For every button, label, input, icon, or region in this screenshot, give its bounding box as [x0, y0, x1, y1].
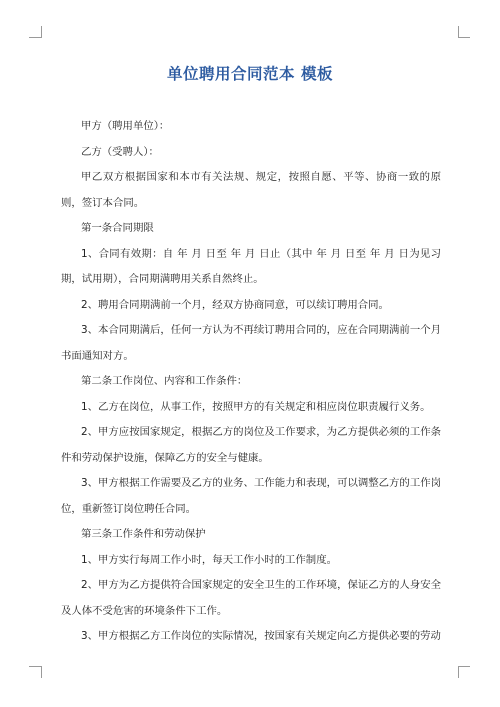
crop-mark-top-left — [41, 26, 42, 38]
clause-paragraph: 1、甲方实行每周工作小时，每天工作小时的工作制度。 — [81, 553, 337, 566]
crop-mark-bottom-left — [41, 666, 42, 678]
crop-mark-top-right — [458, 26, 459, 38]
crop-mark-top-left — [29, 37, 41, 38]
document-body — [61, 114, 441, 650]
clause-paragraph: 1、合同有效期：自 年 月 日至 年 月 日止（其中 年 月 日至 年 月 日为见习期，试用期），合同期满聘用关系自然终止。 — [61, 247, 441, 285]
clause-paragraph: 3、甲方根据工作需要及乙方的业务、工作能力和表现，可以调整乙方的工作岗位，重新签订岗位聘任合同。 — [61, 477, 441, 515]
crop-mark-bottom-left — [29, 666, 41, 667]
clause-paragraph: 2、聘用合同期满前一个月，经双方协商同意，可以续订聘用合同。 — [81, 298, 389, 311]
clause-paragraph: 2、甲方应按国家规定，根据乙方的岗位及工作要求，为乙方提供必须的工作条件和劳动保护设施，保障乙方的安全与健康。 — [61, 426, 441, 464]
article-heading: 第三条工作条件和劳动保护 — [81, 528, 206, 540]
crop-mark-top-right — [458, 37, 470, 38]
article-heading: 第一条合同期限 — [81, 222, 154, 234]
clause-paragraph: 2、甲方为乙方提供符合国家规定的安全卫生的工作环境，保证乙方的人身安全及人体不受危害的环境条件下工作。 — [61, 579, 441, 617]
preamble-paragraph: 甲乙双方根据国家和本市有关法规、规定，按照自愿、平等、协商一致的原则，签订本合同。 — [61, 171, 441, 209]
clause-paragraph: 3、甲方根据乙方工作岗位的实际情况，按国家有关规定向乙方提供必要的劳动 — [81, 630, 441, 642]
article-heading: 第二条工作岗位、内容和工作条件： — [81, 375, 248, 387]
party-a-line: 甲方（聘用单位）： — [81, 120, 170, 132]
clause-paragraph: 3、本合同期满后，任何一方认为不再续订聘用合同的，应在合同期满前一个月书面通知对方。 — [61, 324, 441, 362]
clause-paragraph: 1、乙方在岗位，从事工作，按照甲方的有关规定和相应岗位职责履行义务。 — [81, 400, 431, 413]
crop-mark-bottom-right — [458, 666, 459, 678]
document-title: 单位聘用合同范本 模板 — [167, 65, 333, 83]
party-b-line: 乙方（受聘人）： — [81, 145, 159, 158]
crop-mark-bottom-right — [458, 666, 470, 667]
